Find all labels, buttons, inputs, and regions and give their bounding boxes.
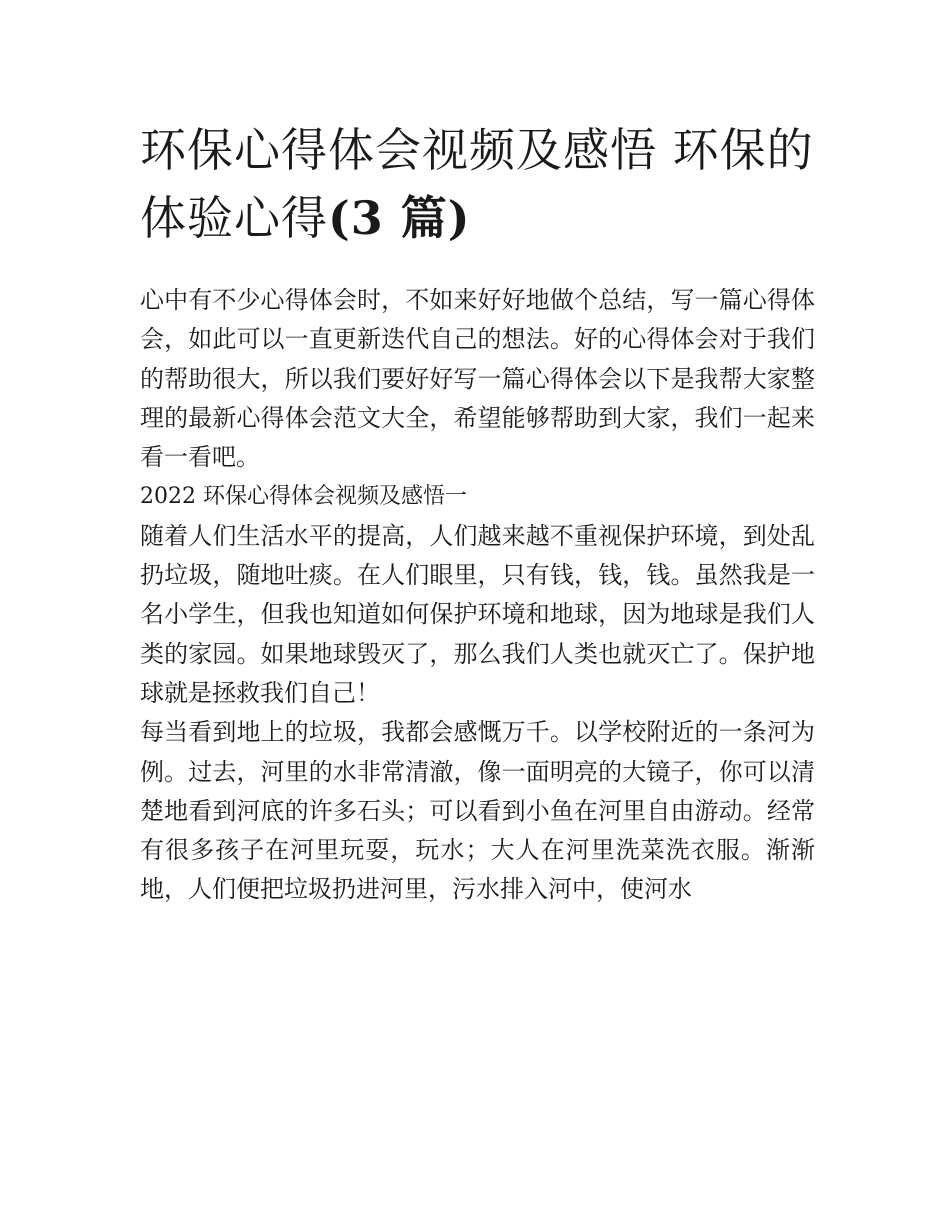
body-paragraph: 每当看到地上的垃圾，我都会感慨万千。以学校附近的一条河为例。过去，河里的水非常清澈，像一面明亮的大镜子，你可以清楚地看到河底的许多石头；可以看到小鱼在河里自由游动。经常有很多孩子在河里玩耍，玩水；大人在河里洗菜洗衣服。渐渐地，人们便把垃圾扔进河里，污水排入河中，使河水: [140, 718, 815, 904]
document-title: [140, 116, 820, 252]
title-text: 环保心得体会视频及感悟 环保的体验心得: [140, 123, 814, 245]
title-count: (3 篇): [328, 191, 471, 245]
intro-paragraph: 心中有不少心得体会时，不如来好好地做个总结，写一篇心得体会，如此可以一直更新迭代自己的想法。好的心得体会对于我们的帮助很大，所以我们要好好写一篇心得体会以下是我帮大家整理的最新心得体会范文大全，希望能够帮助到大家，我们一起来看一看吧。: [140, 286, 815, 472]
document-body: [140, 281, 815, 910]
section-heading: 2022 环保心得体会视频及感悟一: [140, 484, 467, 510]
body-paragraph: 随着人们生活水平的提高，人们越来越不重视保护环境，到处乱扔垃圾，随地吐痰。在人们眼里，只有钱，钱，钱。虽然我是一名小学生，但我也知道如何保护环境和地球，因为地球是我们人类的家园。如果地球毁灭了，那么我们人类也就灭亡了。保护地球就是拯救我们自己！: [140, 521, 815, 707]
